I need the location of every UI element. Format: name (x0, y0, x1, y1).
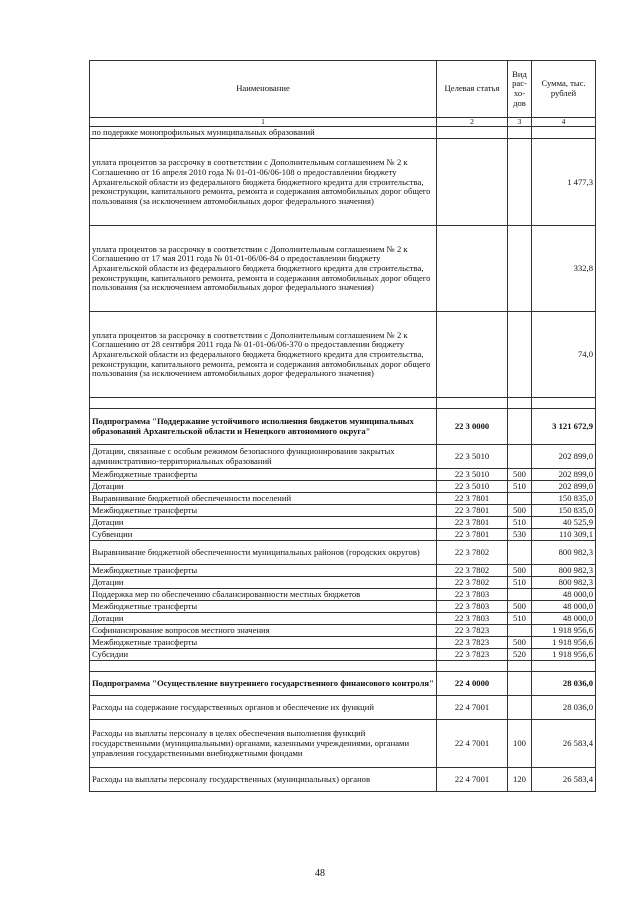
row-type: 510 (508, 517, 532, 529)
row-type (508, 672, 532, 696)
row-code: 22 3 7803 (437, 601, 508, 613)
row-type (508, 589, 532, 601)
row-code: 22 3 7823 (437, 649, 508, 661)
table-header-row (90, 61, 596, 118)
row-code: 22 4 7001 (437, 696, 508, 720)
row-type (508, 445, 532, 469)
row-type: 500 (508, 505, 532, 517)
spacer-cell (508, 398, 532, 409)
row-sum: 74,0 (532, 312, 596, 398)
row-name: уплата процентов за рассрочку в соответствии с Дополнительным соглашением № 2 к Соглашению от 16 апреля 2010 года № 01-01-06/06-108 о предоставлении бюджету Архангельской области из федерального бюджета бюджетного кредита для строительства, реконструкции, капитального ремонта, ремонта и содержания автомобильных дорог общего пользования (за исключением автомобильных дорог федерального значения) (90, 139, 437, 226)
column-number: 4 (532, 118, 596, 127)
row-code (437, 226, 508, 312)
row-type: 510 (508, 577, 532, 589)
row-name: Поддержка мер по обеспечению сбалансированности местных бюджетов (90, 589, 437, 601)
row-name: Дотации, связанные с особым режимом безопасного функционирования закрытых административно-территориальных образований (90, 445, 437, 469)
row-code: 22 3 7803 (437, 589, 508, 601)
row-sum: 28 036,0 (532, 672, 596, 696)
column-number: 1 (90, 118, 437, 127)
row-code: 22 4 7001 (437, 768, 508, 792)
spacer-cell (532, 398, 596, 409)
row-sum: 202 899,0 (532, 445, 596, 469)
column-number-row (90, 118, 596, 127)
spacer-row (90, 398, 596, 409)
table-row (90, 637, 596, 649)
row-code: 22 3 5010 (437, 445, 508, 469)
spacer-cell (508, 661, 532, 672)
table-row (90, 139, 596, 226)
row-sum: 40 525,9 (532, 517, 596, 529)
table-row (90, 613, 596, 625)
row-name: Выравнивание бюджетной обеспеченности муниципальных районов (городских округов) (90, 541, 437, 565)
spacer-cell (90, 398, 437, 409)
column-number: 2 (437, 118, 508, 127)
row-code (437, 127, 508, 139)
row-name: Межбюджетные трансферты (90, 469, 437, 481)
row-code: 22 3 7802 (437, 577, 508, 589)
row-sum: 48 000,0 (532, 613, 596, 625)
table-row (90, 445, 596, 469)
row-sum: 202 899,0 (532, 469, 596, 481)
row-name: Расходы на содержание государственных органов и обеспечение их функций (90, 696, 437, 720)
row-code: 22 3 7823 (437, 625, 508, 637)
table-row (90, 469, 596, 481)
row-code: 22 3 5010 (437, 469, 508, 481)
row-type: 500 (508, 565, 532, 577)
row-sum: 332,8 (532, 226, 596, 312)
row-sum: 26 583,4 (532, 768, 596, 792)
row-name: Дотации (90, 517, 437, 529)
table-row (90, 589, 596, 601)
row-sum: 202 899,0 (532, 481, 596, 493)
row-code: 22 3 7803 (437, 613, 508, 625)
row-type: 520 (508, 649, 532, 661)
spacer-cell (437, 398, 508, 409)
table-row (90, 541, 596, 565)
table-row (90, 696, 596, 720)
row-sum: 3 121 672,9 (532, 409, 596, 445)
row-type: 100 (508, 720, 532, 768)
spacer-cell (90, 661, 437, 672)
table-row (90, 127, 596, 139)
row-code: 22 3 7801 (437, 505, 508, 517)
row-name: Расходы на выплаты персоналу в целях обеспечения выполнения функций государственными (муниципальными) органами, казенными учреждениями, органами управления государственными внебюджетными фондами (90, 720, 437, 768)
row-sum: 1 918 956,6 (532, 625, 596, 637)
row-sum: 48 000,0 (532, 601, 596, 613)
row-name: Софинансирование вопросов местного значения (90, 625, 437, 637)
row-sum: 1 477,3 (532, 139, 596, 226)
table-row (90, 505, 596, 517)
row-sum: 1 918 956,6 (532, 637, 596, 649)
header-name: Наименование (90, 61, 437, 118)
row-code: 22 3 5010 (437, 481, 508, 493)
table-row (90, 625, 596, 637)
row-code (437, 139, 508, 226)
row-sum: 150 835,0 (532, 493, 596, 505)
row-type: 500 (508, 637, 532, 649)
table-row (90, 517, 596, 529)
table-row (90, 312, 596, 398)
row-sum (532, 127, 596, 139)
table-row (90, 226, 596, 312)
row-name: Межбюджетные трансферты (90, 637, 437, 649)
row-sum: 1 918 956,6 (532, 649, 596, 661)
table-row (90, 493, 596, 505)
table-row (90, 720, 596, 768)
column-number: 3 (508, 118, 532, 127)
row-sum: 48 000,0 (532, 589, 596, 601)
row-code: 22 3 7823 (437, 637, 508, 649)
row-name: Субсидии (90, 649, 437, 661)
row-type (508, 127, 532, 139)
header-type: Вид рас- хо- дов (508, 61, 532, 118)
table-row (90, 565, 596, 577)
table-body (90, 127, 596, 792)
row-sum: 110 309,1 (532, 529, 596, 541)
row-code: 22 4 7001 (437, 720, 508, 768)
row-code: 22 4 0000 (437, 672, 508, 696)
row-name: Подпрограмма "Осуществление внутреннего государственного финансового контроля" (90, 672, 437, 696)
row-code: 22 3 7801 (437, 529, 508, 541)
row-name: Межбюджетные трансферты (90, 505, 437, 517)
row-type: 510 (508, 613, 532, 625)
header-sum: Сумма, тыс. рублей (532, 61, 596, 118)
row-type (508, 139, 532, 226)
row-name: по подержке монопрофильных муниципальных образований (90, 127, 437, 139)
row-code: 22 3 7801 (437, 493, 508, 505)
row-type: 530 (508, 529, 532, 541)
row-type (508, 493, 532, 505)
row-code (437, 312, 508, 398)
page-number: 48 (315, 868, 325, 879)
table-row (90, 768, 596, 792)
row-name: Дотации (90, 577, 437, 589)
row-name: уплата процентов за рассрочку в соответствии с Дополнительным соглашением № 2 к Соглашению от 17 мая 2011 года № 01-01-06/06-84 о предоставлении бюджету Архангельской области из федерального бюджета бюджетного кредита для строительства, реконструкции, капитального ремонта, ремонта и содержания автомобильных дорог общего пользования (за исключением автомобильных дорог федерального значения) (90, 226, 437, 312)
table-row (90, 529, 596, 541)
row-code: 22 3 7802 (437, 565, 508, 577)
row-sum: 800 982,3 (532, 565, 596, 577)
spacer-row (90, 661, 596, 672)
row-sum: 26 583,4 (532, 720, 596, 768)
spacer-cell (532, 661, 596, 672)
row-name: Расходы на выплаты персоналу государственных (муниципальных) органов (90, 768, 437, 792)
row-type: 120 (508, 768, 532, 792)
row-type: 500 (508, 601, 532, 613)
row-type (508, 625, 532, 637)
table-row (90, 601, 596, 613)
header-code: Целевая статья (437, 61, 508, 118)
row-type (508, 696, 532, 720)
row-type (508, 312, 532, 398)
budget-table (89, 60, 596, 792)
row-name: Межбюджетные трансферты (90, 565, 437, 577)
row-sum: 28 036,0 (532, 696, 596, 720)
table-row (90, 649, 596, 661)
spacer-cell (437, 661, 508, 672)
row-name: Дотации (90, 481, 437, 493)
row-name: уплата процентов за рассрочку в соответствии с Дополнительным соглашением № 2 к Соглашению от 28 сентября 2011 года № 01-01-06/06-370 о предоставлении бюджету Архангельской области из федерального бюджета бюджетного кредита для строительства, реконструкции, капитального ремонта, ремонта и содержания автомобильных дорог общего пользования (за исключением автомобильных дорог федерального значения) (90, 312, 437, 398)
row-type: 510 (508, 481, 532, 493)
table-row (90, 481, 596, 493)
budget-page (89, 60, 595, 792)
row-sum: 150 835,0 (532, 505, 596, 517)
row-name: Межбюджетные трансферты (90, 601, 437, 613)
row-sum: 800 982,3 (532, 541, 596, 565)
row-type: 500 (508, 469, 532, 481)
table-row (90, 577, 596, 589)
row-name: Выравнивание бюджетной обеспеченности поселений (90, 493, 437, 505)
row-sum: 800 982,3 (532, 577, 596, 589)
row-code: 22 3 7801 (437, 517, 508, 529)
subprogram-row (90, 672, 596, 696)
row-name: Субвенции (90, 529, 437, 541)
row-type (508, 226, 532, 312)
row-name: Подпрограмма "Поддержание устойчивого исполнения бюджетов муниципальных образований Архангельской области и Ненецкого автономного округа" (90, 409, 437, 445)
row-code: 22 3 0000 (437, 409, 508, 445)
row-type (508, 409, 532, 445)
row-type (508, 541, 532, 565)
row-code: 22 3 7802 (437, 541, 508, 565)
row-name: Дотации (90, 613, 437, 625)
subprogram-row (90, 409, 596, 445)
